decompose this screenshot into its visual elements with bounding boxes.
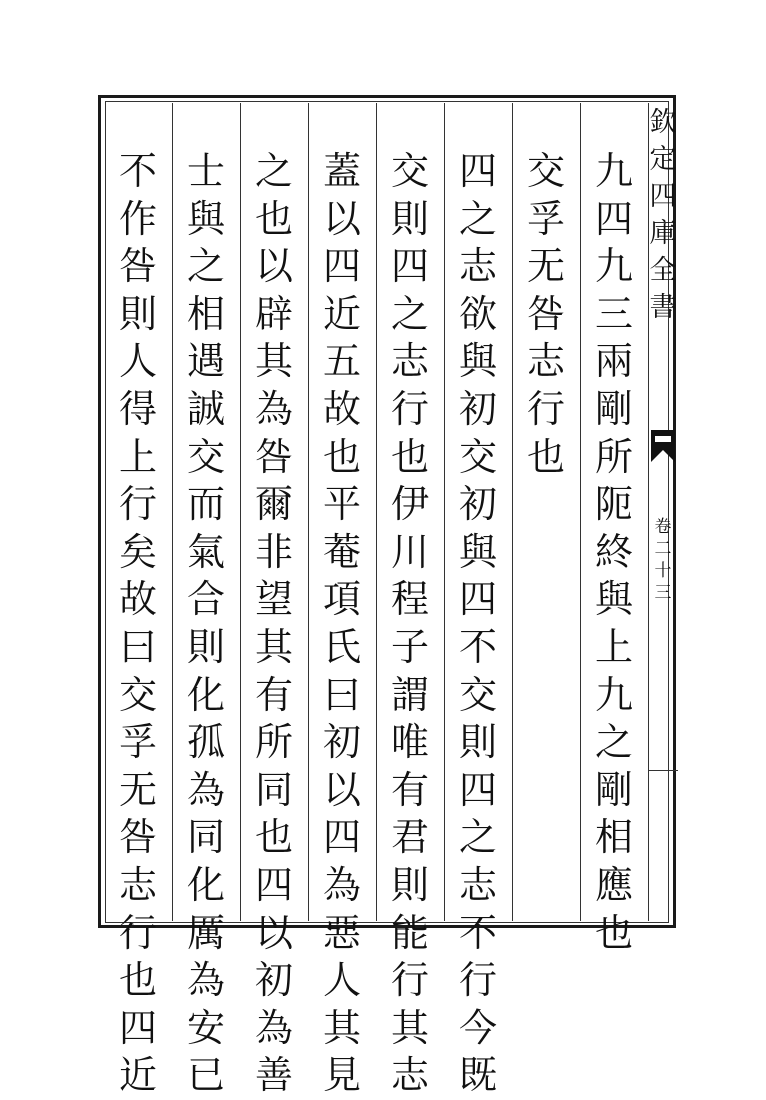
glyph: 之 xyxy=(254,149,293,193)
glyph: 也 xyxy=(118,958,157,1003)
column-rule xyxy=(580,103,581,921)
glyph: 其 xyxy=(390,1005,429,1050)
glyph: 咎 xyxy=(118,244,157,289)
glyph: 孚 xyxy=(526,196,565,241)
glyph: 平 xyxy=(322,482,361,527)
glyph: 也 xyxy=(526,434,565,479)
text-column xyxy=(516,148,576,481)
glyph: 欲 xyxy=(458,291,497,336)
glyph: 不 xyxy=(458,624,497,669)
glyph: 人 xyxy=(118,339,157,384)
glyph: 化 xyxy=(186,862,225,907)
volume-label xyxy=(648,516,678,604)
glyph: 近 xyxy=(322,291,361,336)
glyph: 之 xyxy=(458,815,497,860)
glyph: 志 xyxy=(458,862,497,907)
glyph: 上 xyxy=(594,624,633,669)
glyph: 非 xyxy=(254,529,293,574)
glyph: 有 xyxy=(390,767,429,812)
glyph: 既 xyxy=(458,1053,497,1098)
glyph: 志 xyxy=(118,862,157,907)
glyph: 今 xyxy=(458,1005,497,1050)
text-column xyxy=(380,148,440,1100)
glyph: 五 xyxy=(322,339,361,384)
glyph: 同 xyxy=(186,815,225,860)
glyph: 則 xyxy=(458,720,497,765)
glyph: 則 xyxy=(390,862,429,907)
glyph: 二 xyxy=(654,539,672,559)
text-column xyxy=(244,148,304,1100)
glyph: 行 xyxy=(118,482,157,527)
glyph: 志 xyxy=(390,339,429,384)
glyph: 也 xyxy=(254,196,293,241)
glyph: 交 xyxy=(458,672,497,717)
glyph: 所 xyxy=(594,434,633,479)
glyph: 交 xyxy=(458,434,497,479)
glyph: 為 xyxy=(254,1005,293,1050)
glyph: 能 xyxy=(390,910,429,955)
glyph: 定 xyxy=(649,144,677,175)
glyph: 與 xyxy=(458,529,497,574)
glyph: 善 xyxy=(254,1053,293,1098)
glyph: 以 xyxy=(254,244,293,289)
header-divider xyxy=(648,770,678,771)
glyph: 阨 xyxy=(594,482,633,527)
glyph: 唯 xyxy=(390,720,429,765)
text-column xyxy=(108,148,168,1100)
glyph: 四 xyxy=(322,815,361,860)
glyph: 已 xyxy=(186,1053,225,1098)
glyph: 辟 xyxy=(254,291,293,336)
glyph: 見 xyxy=(322,1053,361,1098)
glyph: 書 xyxy=(649,292,677,323)
glyph: 終 xyxy=(594,529,633,574)
glyph: 也 xyxy=(254,815,293,860)
glyph: 四 xyxy=(458,767,497,812)
column-rule xyxy=(512,103,513,921)
glyph: 人 xyxy=(322,958,361,1003)
glyph: 同 xyxy=(254,767,293,812)
glyph: 相 xyxy=(594,815,633,860)
text-column xyxy=(448,148,508,1100)
glyph: 四 xyxy=(649,181,677,212)
glyph: 初 xyxy=(254,958,293,1003)
glyph: 交 xyxy=(118,672,157,717)
glyph: 行 xyxy=(526,386,565,431)
column-rule xyxy=(444,103,445,921)
text-column xyxy=(312,148,372,1100)
text-column xyxy=(176,148,236,1100)
glyph: 志 xyxy=(526,339,565,384)
glyph: 庫 xyxy=(649,218,677,249)
glyph: 伊 xyxy=(390,482,429,527)
glyph: 化 xyxy=(186,672,225,717)
glyph: 爾 xyxy=(254,482,293,527)
glyph: 初 xyxy=(458,386,497,431)
glyph: 則 xyxy=(390,196,429,241)
glyph: 士 xyxy=(186,149,225,193)
glyph: 四 xyxy=(458,577,497,622)
glyph: 謂 xyxy=(390,672,429,717)
glyph: 行 xyxy=(390,958,429,1003)
glyph: 厲 xyxy=(186,910,225,955)
glyph: 初 xyxy=(322,720,361,765)
glyph: 與 xyxy=(186,196,225,241)
glyph: 為 xyxy=(322,862,361,907)
glyph: 四 xyxy=(390,244,429,289)
glyph: 之 xyxy=(390,291,429,336)
glyph: 以 xyxy=(322,767,361,812)
glyph: 四 xyxy=(458,149,497,193)
glyph: 氣 xyxy=(186,529,225,574)
glyph: 四 xyxy=(254,862,293,907)
glyph: 所 xyxy=(254,720,293,765)
glyph: 而 xyxy=(186,482,225,527)
glyph: 作 xyxy=(118,196,157,241)
glyph: 之 xyxy=(594,720,633,765)
glyph: 交 xyxy=(186,434,225,479)
glyph: 上 xyxy=(118,434,157,479)
glyph: 惡 xyxy=(322,910,361,955)
glyph: 不 xyxy=(458,910,497,955)
column-rule xyxy=(172,103,173,921)
glyph: 曰 xyxy=(118,624,157,669)
glyph: 也 xyxy=(594,910,633,955)
glyph: 也 xyxy=(390,434,429,479)
glyph: 三 xyxy=(594,291,633,336)
glyph: 志 xyxy=(390,1053,429,1098)
glyph: 為 xyxy=(186,767,225,812)
glyph: 安 xyxy=(186,1005,225,1050)
text-column xyxy=(584,148,644,957)
glyph: 行 xyxy=(390,386,429,431)
glyph: 合 xyxy=(186,577,225,622)
glyph: 四 xyxy=(118,1005,157,1050)
glyph: 以 xyxy=(322,196,361,241)
glyph: 咎 xyxy=(118,815,157,860)
column-rule xyxy=(376,103,377,921)
glyph: 四 xyxy=(594,196,633,241)
glyph: 菴 xyxy=(322,529,361,574)
glyph: 蓋 xyxy=(322,149,361,193)
glyph: 其 xyxy=(322,1005,361,1050)
glyph: 君 xyxy=(390,815,429,860)
glyph: 交 xyxy=(526,149,565,193)
column-rule xyxy=(240,103,241,921)
glyph: 九 xyxy=(594,244,633,289)
glyph: 四 xyxy=(322,244,361,289)
glyph: 剛 xyxy=(594,386,633,431)
glyph: 則 xyxy=(186,624,225,669)
glyph: 得 xyxy=(118,386,157,431)
glyph: 交 xyxy=(390,149,429,193)
glyph: 氏 xyxy=(322,624,361,669)
glyph: 初 xyxy=(458,482,497,527)
glyph: 為 xyxy=(186,958,225,1003)
glyph: 卷 xyxy=(654,517,672,537)
glyph: 與 xyxy=(594,577,633,622)
glyph: 子 xyxy=(390,624,429,669)
glyph: 遇 xyxy=(186,339,225,384)
glyph: 與 xyxy=(458,339,497,384)
glyph: 應 xyxy=(594,862,633,907)
glyph: 曰 xyxy=(322,672,361,717)
glyph: 為 xyxy=(254,386,293,431)
glyph: 行 xyxy=(458,958,497,1003)
glyph: 全 xyxy=(649,255,677,286)
glyph: 故 xyxy=(322,386,361,431)
glyph: 川 xyxy=(390,529,429,574)
glyph: 不 xyxy=(118,149,157,193)
glyph: 孤 xyxy=(186,720,225,765)
glyph: 十 xyxy=(654,561,672,581)
margin-header xyxy=(648,98,678,924)
glyph: 以 xyxy=(254,910,293,955)
glyph: 志 xyxy=(458,244,497,289)
glyph: 行 xyxy=(118,910,157,955)
glyph: 之 xyxy=(458,196,497,241)
glyph: 故 xyxy=(118,577,157,622)
glyph: 其 xyxy=(254,339,293,384)
glyph: 咎 xyxy=(526,291,565,336)
glyph: 項 xyxy=(322,577,361,622)
glyph: 欽 xyxy=(649,107,677,138)
glyph: 孚 xyxy=(118,720,157,765)
glyph: 誠 xyxy=(186,386,225,431)
glyph: 也 xyxy=(322,434,361,479)
glyph: 近 xyxy=(118,1053,157,1098)
glyph: 有 xyxy=(254,672,293,717)
fishtail-mark-icon xyxy=(650,428,676,464)
glyph: 兩 xyxy=(594,339,633,384)
glyph: 矣 xyxy=(118,529,157,574)
book-title xyxy=(648,104,678,326)
column-rule xyxy=(308,103,309,921)
glyph: 之 xyxy=(186,244,225,289)
glyph: 九 xyxy=(594,672,633,717)
glyph: 相 xyxy=(186,291,225,336)
glyph: 程 xyxy=(390,577,429,622)
glyph: 則 xyxy=(118,291,157,336)
glyph: 咎 xyxy=(254,434,293,479)
glyph: 无 xyxy=(526,244,565,289)
glyph: 其 xyxy=(254,624,293,669)
glyph: 九 xyxy=(594,149,633,193)
glyph: 三 xyxy=(654,583,672,603)
glyph: 望 xyxy=(254,577,293,622)
glyph: 无 xyxy=(118,767,157,812)
glyph: 剛 xyxy=(594,767,633,812)
